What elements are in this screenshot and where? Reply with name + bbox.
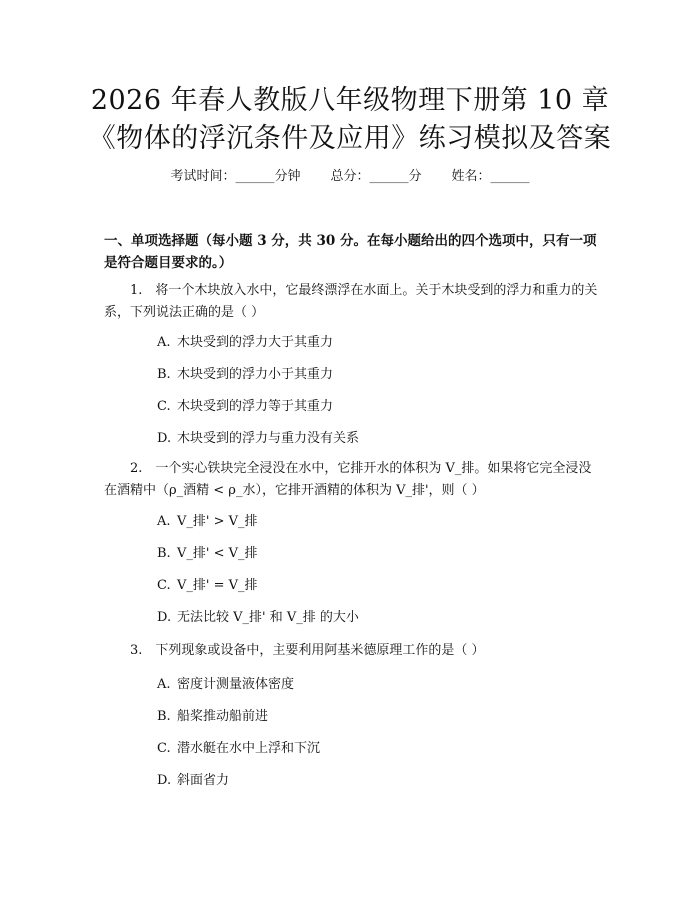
option-letter: B. — [157, 367, 171, 382]
option-text: V_排' > V_排 — [177, 514, 258, 529]
option-text: 木块受到的浮力等于其重力 — [177, 399, 334, 414]
question-2-option-a — [157, 513, 597, 531]
option-letter: C. — [157, 399, 171, 414]
question-2-option-c — [157, 577, 597, 595]
option-text: 木块受到的浮力大于其重力 — [177, 335, 334, 350]
exam-time-field: 考试时间：______分钟 — [170, 169, 301, 184]
option-letter: D. — [157, 431, 172, 446]
option-letter: A. — [157, 677, 171, 692]
option-letter: A. — [157, 335, 171, 350]
question-3-option-c — [157, 740, 597, 758]
option-text: V_排' = V_排 — [177, 578, 258, 593]
option-text: 密度计测量液体密度 — [177, 677, 295, 692]
option-text: 无法比较 V_排' 和 V_排 的大小 — [177, 610, 359, 625]
option-letter: C. — [157, 578, 171, 593]
option-text: 木块受到的浮力与重力没有关系 — [177, 431, 360, 446]
option-letter: A. — [157, 514, 171, 529]
question-2-option-d — [157, 609, 597, 627]
option-text: 潜水艇在水中上浮和下沉 — [177, 741, 321, 756]
question-3-option-d — [157, 772, 597, 790]
question-3-option-b — [157, 708, 597, 726]
option-text: 木块受到的浮力小于其重力 — [177, 367, 334, 382]
option-letter: B. — [157, 546, 171, 561]
exam-info — [0, 168, 700, 186]
option-letter: D. — [157, 610, 172, 625]
section-heading-line-1: 一、单项选择题（每小题 3 分，共 30 分。在每小题给出的四个选项中，只有一项 — [104, 233, 597, 249]
question-1-option-a — [157, 334, 597, 352]
option-letter: B. — [157, 709, 171, 724]
option-letter: D. — [157, 773, 172, 788]
question-3-option-a — [157, 676, 597, 694]
question-3: 3. 下列现象或设备中，主要利用阿基米德原理工作的是（ ） — [130, 643, 485, 658]
question-2-option-b — [157, 545, 597, 563]
document-title-line-1: 2026 年春人教版八年级物理下册第 10 章 — [90, 85, 610, 116]
option-text: 斜面省力 — [177, 773, 230, 788]
question-1: 1. 将一个木块放入水中，它最终漂浮在水面上。关于木块受到的浮力和重力的关系，下列说法正确的是（ ） — [104, 283, 598, 320]
option-text: V_排' < V_排 — [177, 546, 258, 561]
exam-name-field: 姓名：______ — [451, 169, 530, 184]
section-heading — [104, 230, 604, 274]
option-text: 船桨推动船前进 — [177, 709, 269, 724]
option-letter: C. — [157, 741, 171, 756]
question-1-option-d — [157, 430, 597, 448]
question-1-option-b — [157, 366, 597, 384]
exam-score-field: 总分：______分 — [330, 169, 422, 184]
section-heading-line-2: 是符合题目要求的。） — [104, 255, 233, 271]
question-2: 2. 一个实心铁块完全浸没在水中，它排开水的体积为 V_排。如果将它完全浸没在酒精中（ρ_酒精 < ρ_水），它排开酒精的体积为 V_排'，则（ ） — [104, 461, 592, 498]
document-title-line-2: 《物体的浮沉条件及应用》练习模拟及答案 — [88, 123, 612, 154]
question-1-option-c — [157, 398, 597, 416]
